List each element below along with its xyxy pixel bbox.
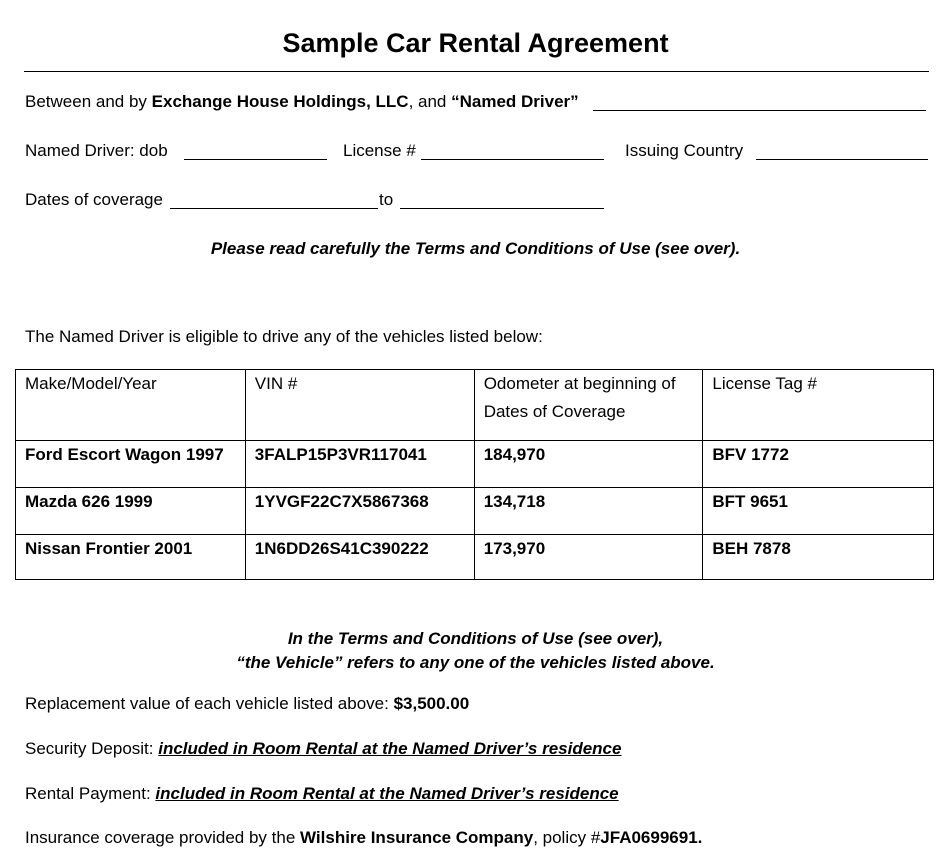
coverage-start-field[interactable]: [170, 208, 378, 209]
terms-note-line1: In the Terms and Conditions of Use (see over),: [287, 629, 664, 648]
cell-tag: BFV 1772: [703, 441, 934, 488]
cell-tag: BEH 7878: [703, 535, 934, 580]
table-row: [16, 441, 934, 488]
cell-make: Ford Escort Wagon 1997: [16, 441, 246, 488]
insurance-policy: JFA0699691.: [600, 828, 703, 847]
title-divider: [24, 71, 929, 72]
payment-value: included in Room Rental at the Named Driver’s residence: [155, 784, 619, 803]
insurance-middle: , policy #: [533, 828, 601, 847]
insurance-line: [25, 828, 702, 848]
parties-prefix: Between and by: [25, 92, 152, 111]
named-driver-field[interactable]: [593, 110, 926, 111]
header-vin: VIN #: [245, 370, 474, 441]
deposit-label: Security Deposit:: [25, 739, 159, 758]
cell-make: Mazda 626 1999: [16, 488, 246, 535]
replacement-label: Replacement value of each vehicle listed above:: [25, 694, 394, 713]
cell-make: Nissan Frontier 2001: [16, 535, 246, 580]
table-row: [16, 535, 934, 580]
eligible-text: The Named Driver is eligible to drive any of the vehicles listed below:: [25, 327, 543, 346]
license-field[interactable]: [421, 159, 604, 160]
table-header-row: [16, 370, 934, 441]
named-driver-term: “Named Driver”: [451, 92, 579, 111]
cell-tag: BFT 9651: [703, 488, 934, 535]
cell-odometer: 173,970: [474, 535, 703, 580]
country-label: Issuing Country: [625, 141, 744, 160]
dob-label: Named Driver: dob: [25, 141, 168, 160]
terms-note-line2: “the Vehicle” refers to any one of the vehicles listed above.: [236, 653, 715, 672]
header-odometer: [474, 370, 703, 441]
replacement-value: $3,500.00: [393, 694, 470, 713]
replacement-line: [25, 694, 469, 714]
header-odometer-line2: Dates of Coverage: [483, 402, 626, 421]
payment-label: Rental Payment:: [25, 784, 156, 803]
table-row: [16, 488, 934, 535]
document-title: Sample Car Rental Agreement: [282, 28, 669, 58]
deposit-value: included in Room Rental at the Named Driver’s residence: [158, 739, 622, 758]
company-name: Exchange House Holdings, LLC: [151, 92, 409, 111]
parties-middle: , and: [408, 92, 452, 111]
vehicles-table: [15, 369, 934, 580]
insurance-company: Wilshire Insurance Company: [300, 828, 534, 847]
insurance-prefix: Insurance coverage provided by the: [25, 828, 301, 847]
header-odometer-line1: Odometer at beginning of: [483, 374, 676, 393]
cell-odometer: 184,970: [474, 441, 703, 488]
header-tag: License Tag #: [703, 370, 934, 441]
payment-line: [25, 784, 619, 804]
coverage-label: Dates of coverage: [25, 190, 163, 209]
dob-field[interactable]: [184, 159, 327, 160]
cell-vin: 1N6DD26S41C390222: [245, 535, 474, 580]
parties-line: [25, 92, 579, 112]
cell-vin: 3FALP15P3VR117041: [245, 441, 474, 488]
cell-odometer: 134,718: [474, 488, 703, 535]
terms-notice: Please read carefully the Terms and Conditions of Use (see over).: [210, 239, 741, 258]
deposit-line: [25, 739, 621, 759]
license-label: License #: [343, 141, 416, 160]
header-make: Make/Model/Year: [16, 370, 246, 441]
cell-vin: 1YVGF22C7X5867368: [245, 488, 474, 535]
coverage-end-field[interactable]: [400, 208, 604, 209]
country-field[interactable]: [756, 159, 928, 160]
coverage-to-label: to: [379, 190, 394, 209]
